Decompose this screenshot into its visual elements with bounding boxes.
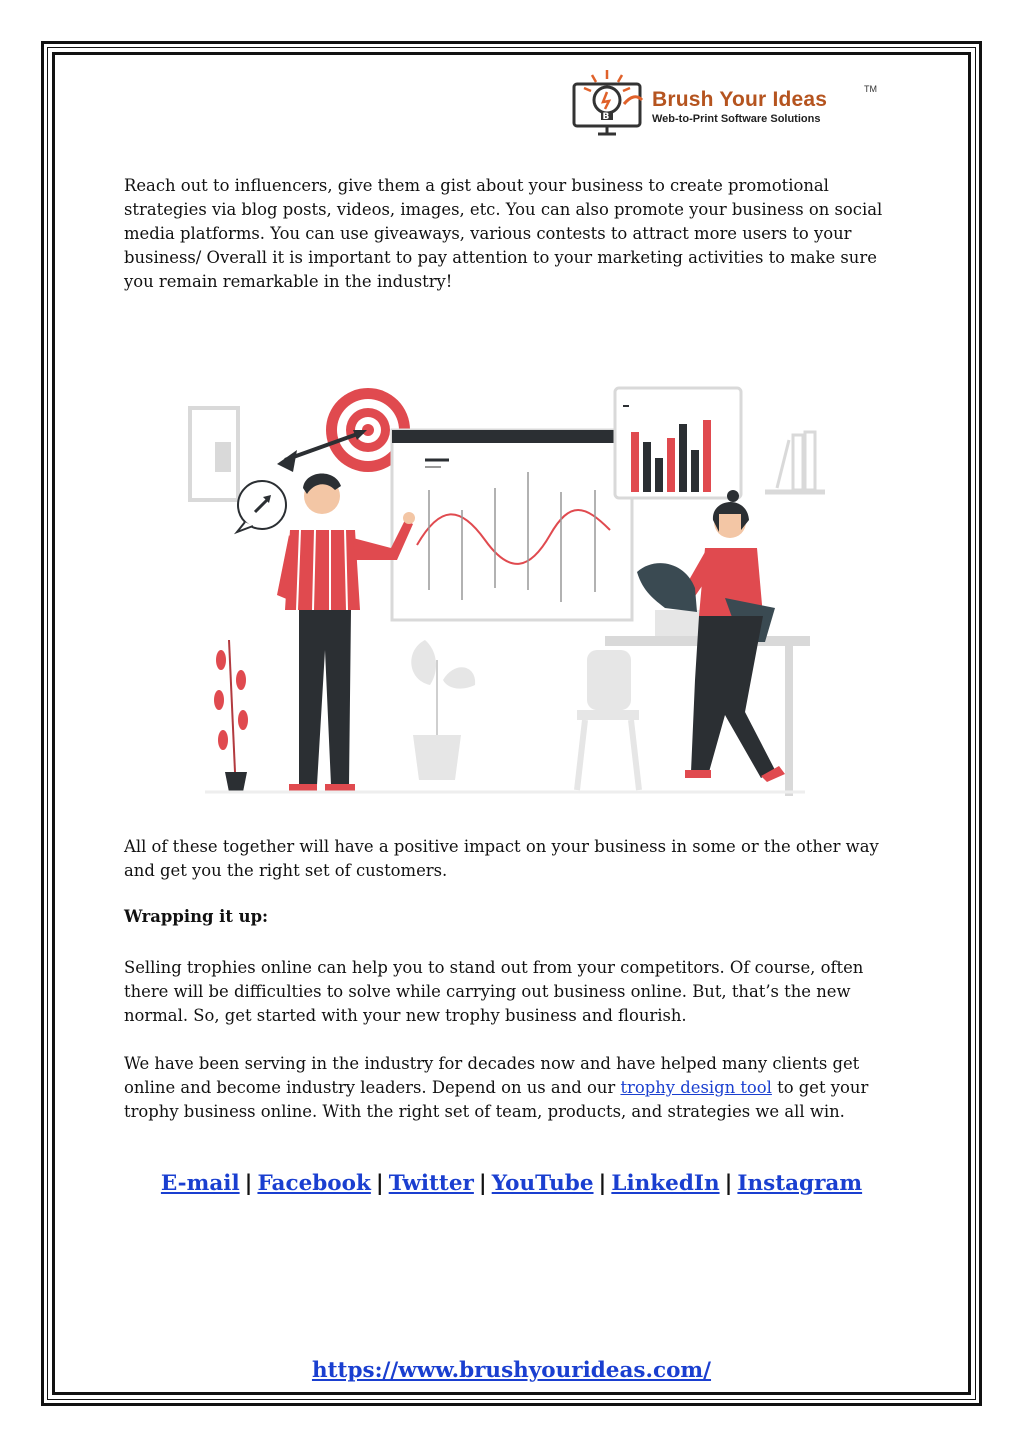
logo-trademark: TM xyxy=(864,84,877,94)
separator: | xyxy=(598,1171,607,1196)
marketing-illustration xyxy=(185,380,825,800)
svg-text:B: B xyxy=(602,112,610,122)
monitor-bulb-logo-icon xyxy=(568,66,648,138)
plant-red-icon xyxy=(214,640,248,792)
brand-logo[interactable] xyxy=(568,66,877,138)
facebook-link[interactable]: Facebook xyxy=(257,1171,371,1196)
website-url-footer xyxy=(0,1358,1023,1383)
website-url-link[interactable]: https://www.brushyourideas.com/ xyxy=(311,1358,712,1383)
separator: | xyxy=(244,1171,253,1196)
bar-chart-panel xyxy=(615,388,741,498)
paragraph-serving-text-end: to get your trophy business online. With the right set of team, products, and strategies we all win. xyxy=(124,1078,869,1121)
whiteboard-chart xyxy=(392,430,632,620)
paragraph-influencers: Reach out to influencers, give them a gist about your business to create promotional strategies via blog posts, videos, images, etc. You can also promote your business on social media platforms. You can use giveaways, various contests to attract more users to your business/ Overall it is important to pay attention to your marketing activities to make sure you remain remarkable in the industry! xyxy=(124,176,883,291)
separator: | xyxy=(724,1171,733,1196)
youtube-link[interactable]: YouTube xyxy=(491,1171,594,1196)
paragraph-serving xyxy=(124,1052,904,1124)
email-link[interactable]: E-mail xyxy=(160,1171,240,1196)
wall-frame-inner-shape xyxy=(215,442,231,472)
logo-title: Brush Your Ideas xyxy=(652,88,828,111)
section-heading-wrapping: Wrapping it up: xyxy=(124,907,269,926)
bookshelf-shape xyxy=(765,432,825,492)
twitter-link[interactable]: Twitter xyxy=(388,1171,474,1196)
paragraph-serving-text-start: We have been serving in the industry for decades now and have helped many clients get online and become industry leaders. Depend on us and our xyxy=(124,1054,860,1097)
separator: | xyxy=(375,1171,384,1196)
plant-pot-gray-icon xyxy=(411,640,475,780)
instagram-link[interactable]: Instagram xyxy=(737,1171,863,1196)
social-links-bar xyxy=(0,1171,1023,1196)
compass-bubble-icon xyxy=(237,481,286,532)
paragraph-selling-trophies: Selling trophies online can help you to stand out from your competitors. Of course, often there will be difficulties to solve while carrying out business online. But, that’s the new normal. So, get started with your new trophy business and flourish. xyxy=(124,958,864,1025)
logo-tagline: Web-to-Print Software Solutions xyxy=(652,113,821,125)
separator: | xyxy=(478,1171,487,1196)
paragraph-impact: All of these together will have a positive impact on your business in some or the other way and get you the right set of customers. xyxy=(124,837,879,880)
linkedin-link[interactable]: LinkedIn xyxy=(611,1171,720,1196)
chair-shape xyxy=(577,650,639,790)
trophy-design-tool-link[interactable]: trophy design tool xyxy=(620,1078,772,1097)
